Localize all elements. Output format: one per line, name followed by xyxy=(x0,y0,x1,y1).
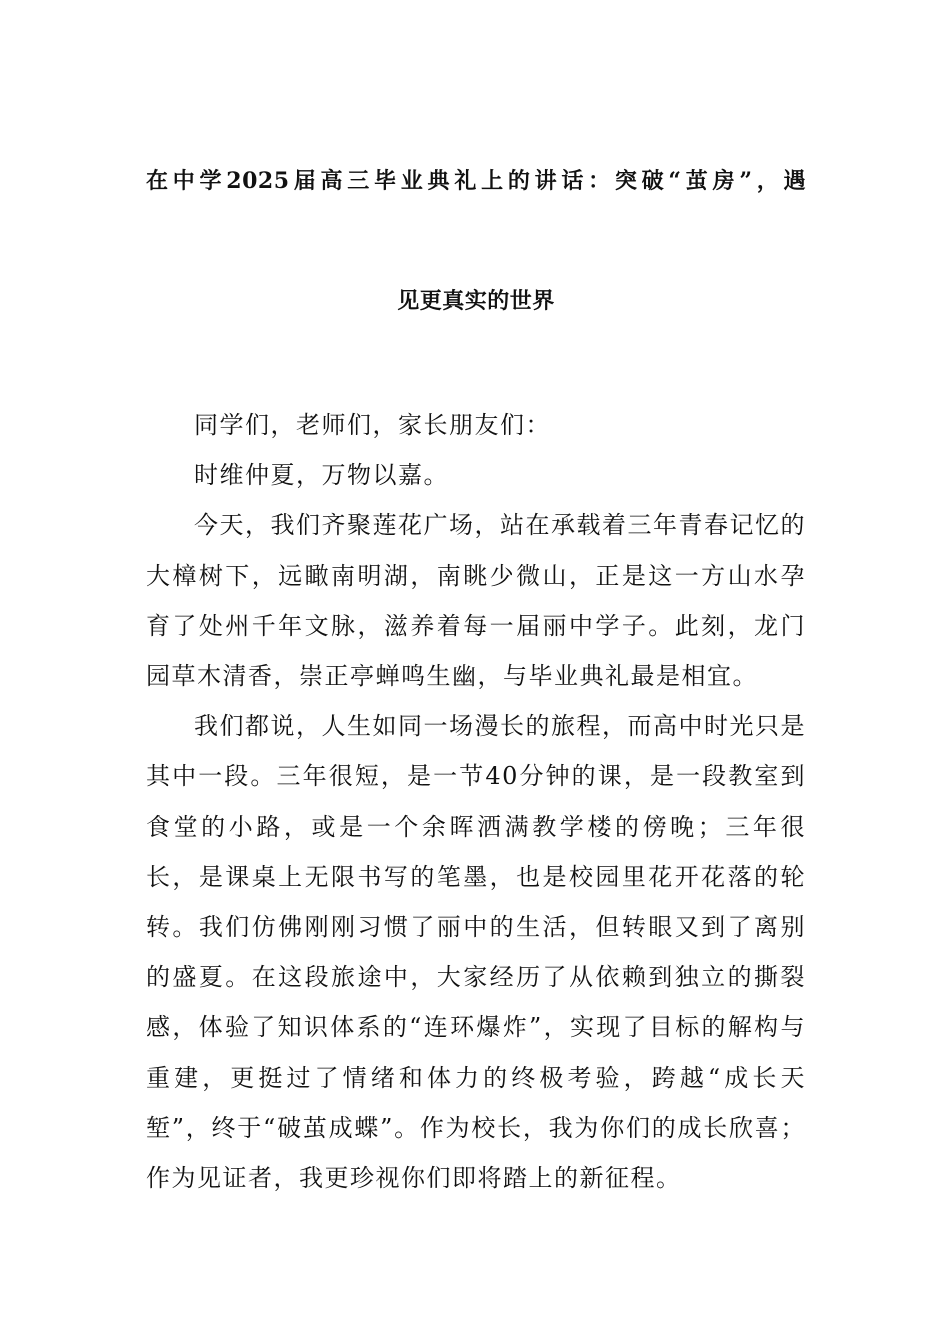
salutation-paragraph: 同学们，老师们，家长朋友们： xyxy=(194,411,551,439)
document-title-line-1: 在中学2025届高三毕业典礼上的讲话：突破“茧房”，遇 xyxy=(146,168,806,194)
body-paragraph: 今天，我们齐聚莲花广场，站在承载着三年青春记忆的大樟树下，远瞰南明湖，南眺少微山，正是这一方山水孕育了处州千年文脉，滋养着每一届丽中学子。此刻，龙门园草木清香，崇正亭蝉鸣生幽，与毕业典礼最是相宜。 xyxy=(146,511,806,691)
opening-paragraph: 时维仲夏，万物以嘉。 xyxy=(194,461,449,490)
document-title-line-2: 见更真实的世界 xyxy=(397,288,555,314)
body-paragraph: 我们都说，人生如同一场漫长的旅程，而高中时光只是其中一段。三年很短，是一节40分钟的课，是一段教室到食堂的小路，或是一个余晖洒满教学楼的傍晚；三年很长，是课桌上无限书写的笔墨，也是校园里花开花落的轮转。我们仿佛刚刚习惯了丽中的生活，但转眼又到了离别的盛夏。在这段旅途中，大家经历了从依赖到独立的撕裂感，体验了知识体系的“连环爆炸”，实现了目标的解构与重建，更挺过了情绪和体力的终极考验，跨越“成长天堑”，终于“破茧成蝶”。作为校长，我为你们的成长欣喜；作为见证者，我更珍视你们即将踏上的新征程。 xyxy=(146,712,806,1193)
document-body xyxy=(146,400,806,1203)
